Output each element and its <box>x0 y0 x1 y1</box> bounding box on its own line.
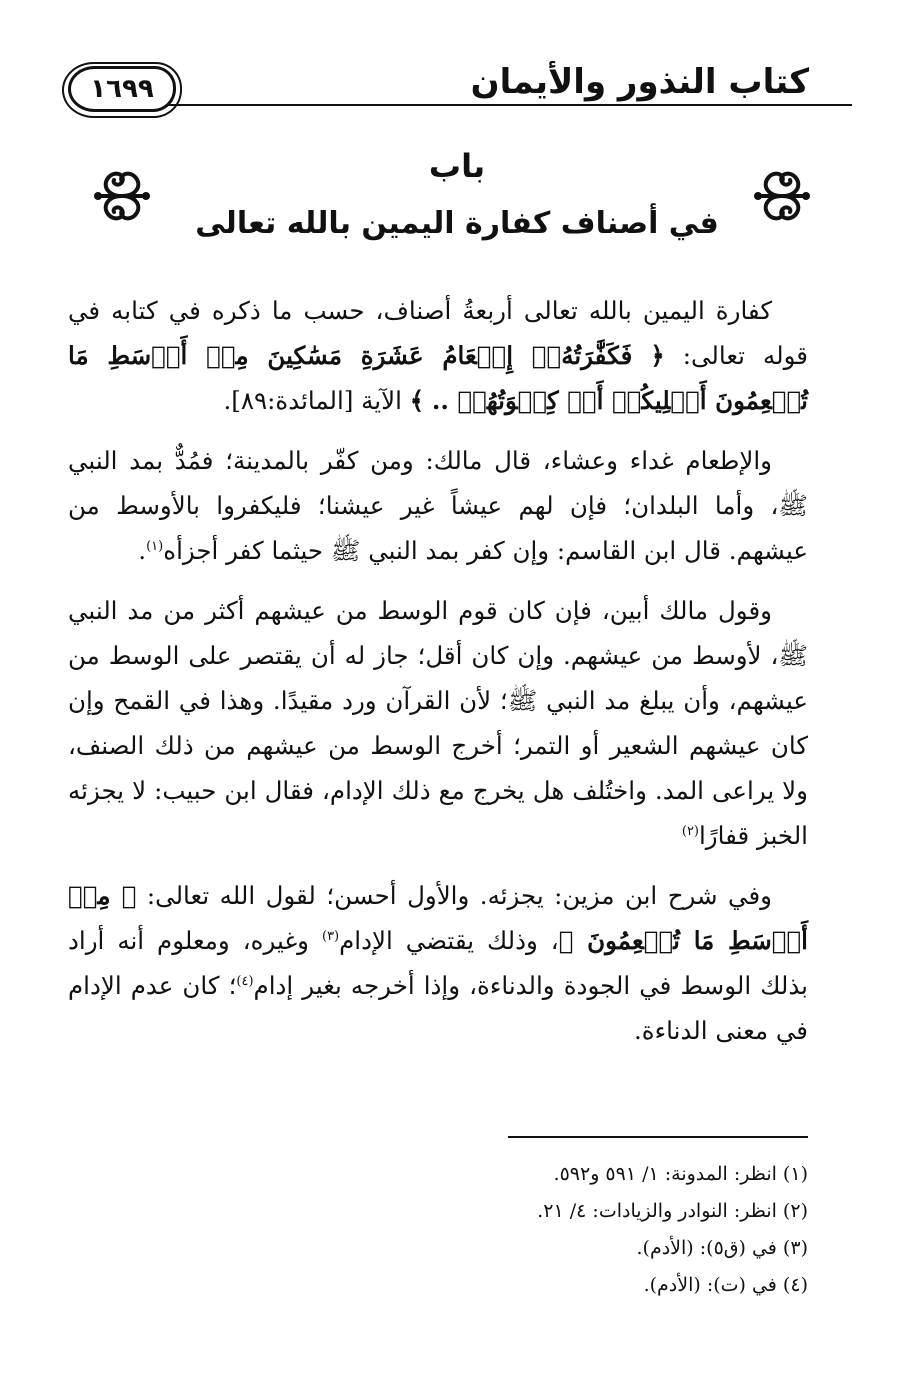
paragraph-4-text-4: ؛ كان عدم الإدام في معنى الدناءة. <box>68 971 808 1045</box>
quran-open-bracket-2: ﴿ <box>121 881 137 910</box>
paragraph-1-intro: كفارة اليمين بالله تعالى أربعةُ أصناف، حسب ما ذكره في كتابه في قوله تعالى: <box>68 296 808 370</box>
verse-reference: الآية [المائدة:٨٩]. <box>223 386 410 415</box>
chapter-label: باب <box>428 147 486 185</box>
page-number: ١٦٩٩ <box>90 74 154 104</box>
footnotes <box>68 1156 808 1304</box>
footnote-marker-4[interactable]: (٤) <box>236 973 254 989</box>
book-title: كتاب النذور والأيمان <box>470 62 809 102</box>
footnote-marker-1[interactable]: (١) <box>146 538 164 554</box>
paragraph-4 <box>68 873 808 1053</box>
quran-verse: فَكَفَّٰرَتُهُۥٓ إِطۡعَامُ عَشَرَةِ مَسَٰكِينَ مِنۡ أَوۡسَطِ مَا تُطۡعِمُونَ أَهۡلِيكُمۡ أَوۡ كِسۡوَتُهُمۡ .. <box>68 341 808 415</box>
chapter-title: في أصناف كفارة اليمين بالله تعالى <box>195 206 719 241</box>
footnote-4: (٤) في (ت): (الأدم). <box>643 1274 808 1296</box>
quran-open-bracket: ﴿ <box>650 341 665 370</box>
paragraph-2 <box>68 438 808 573</box>
header-rule <box>165 104 852 106</box>
paragraph-2-text: والإطعام غداء وعشاء، قال مالك: ومن كفّر بالمدينة؛ فمُدٌّ بمد النبي ﷺ، وأما البلدان؛ فإن لهم عيشاً غير عيشنا؛ فليكفروا بالأوسط من عيشهم. قال ابن القاسم: وإن كفر بمد النبي ﷺ حيثما كفر أجزأه <box>68 446 808 565</box>
main-text <box>68 288 808 1068</box>
footnote-3: (٣) في (ق٥): (الأدم). <box>636 1237 808 1259</box>
quran-close-bracket: ﴾ <box>409 386 425 415</box>
paragraph-4-text-3: وغيره، ومعلوم أنه أراد بذلك الوسط في الجودة والدناءة، وإذا أخرجه بغير إدام <box>68 926 808 1000</box>
paragraph-3 <box>68 588 808 858</box>
footnote-marker-3[interactable]: (٣) <box>321 928 340 944</box>
paragraph-4-text-1: وفي شرح ابن مزين: يجزئه. والأول أحسن؛ لقول الله تعالى: <box>136 881 772 910</box>
footnote-1: (١) انظر: المدونة: ١/ ٥٩١ و٥٩٢. <box>553 1163 808 1185</box>
footnote-marker-2[interactable]: (٢) <box>681 823 699 839</box>
paragraph-4-text-2: ، وذلك يقتضي الإدام <box>339 926 559 955</box>
paragraph-2-end: . <box>138 536 147 565</box>
paragraph-3-text: وقول مالك أبين، فإن كان قوم الوسط من عيشهم أكثر من مد النبي ﷺ، لأوسط من عيشهم. وإن كان أقل؛ جاز له أن يقتصر على الوسط من عيشهم، وأن يبلغ مد النبي ﷺ؛ لأن القرآن ورد مقيدًا. وهذا في القمح وإن كان عيشهم الشعير أو التمر؛ أخرج الوسط من عيشهم من ذلك الصنف، ولا يراعى المد. واختُلف هل يخرج مع ذلك الإدام، فقال ابن حبيب: لا يجزئه الخبز قفارًا <box>68 596 808 850</box>
quran-close-bracket-2: ﴾ <box>558 926 574 955</box>
page-number-badge <box>68 66 176 112</box>
quran-verse-2: مِنۡ أَوۡسَطِ مَا تُطۡعِمُونَ <box>68 881 808 955</box>
paragraph-1 <box>68 288 808 423</box>
footnote-separator <box>508 1136 808 1138</box>
footnote-2: (٢) انظر: النوادر والزيادات: ٤/ ٢١. <box>537 1200 808 1222</box>
